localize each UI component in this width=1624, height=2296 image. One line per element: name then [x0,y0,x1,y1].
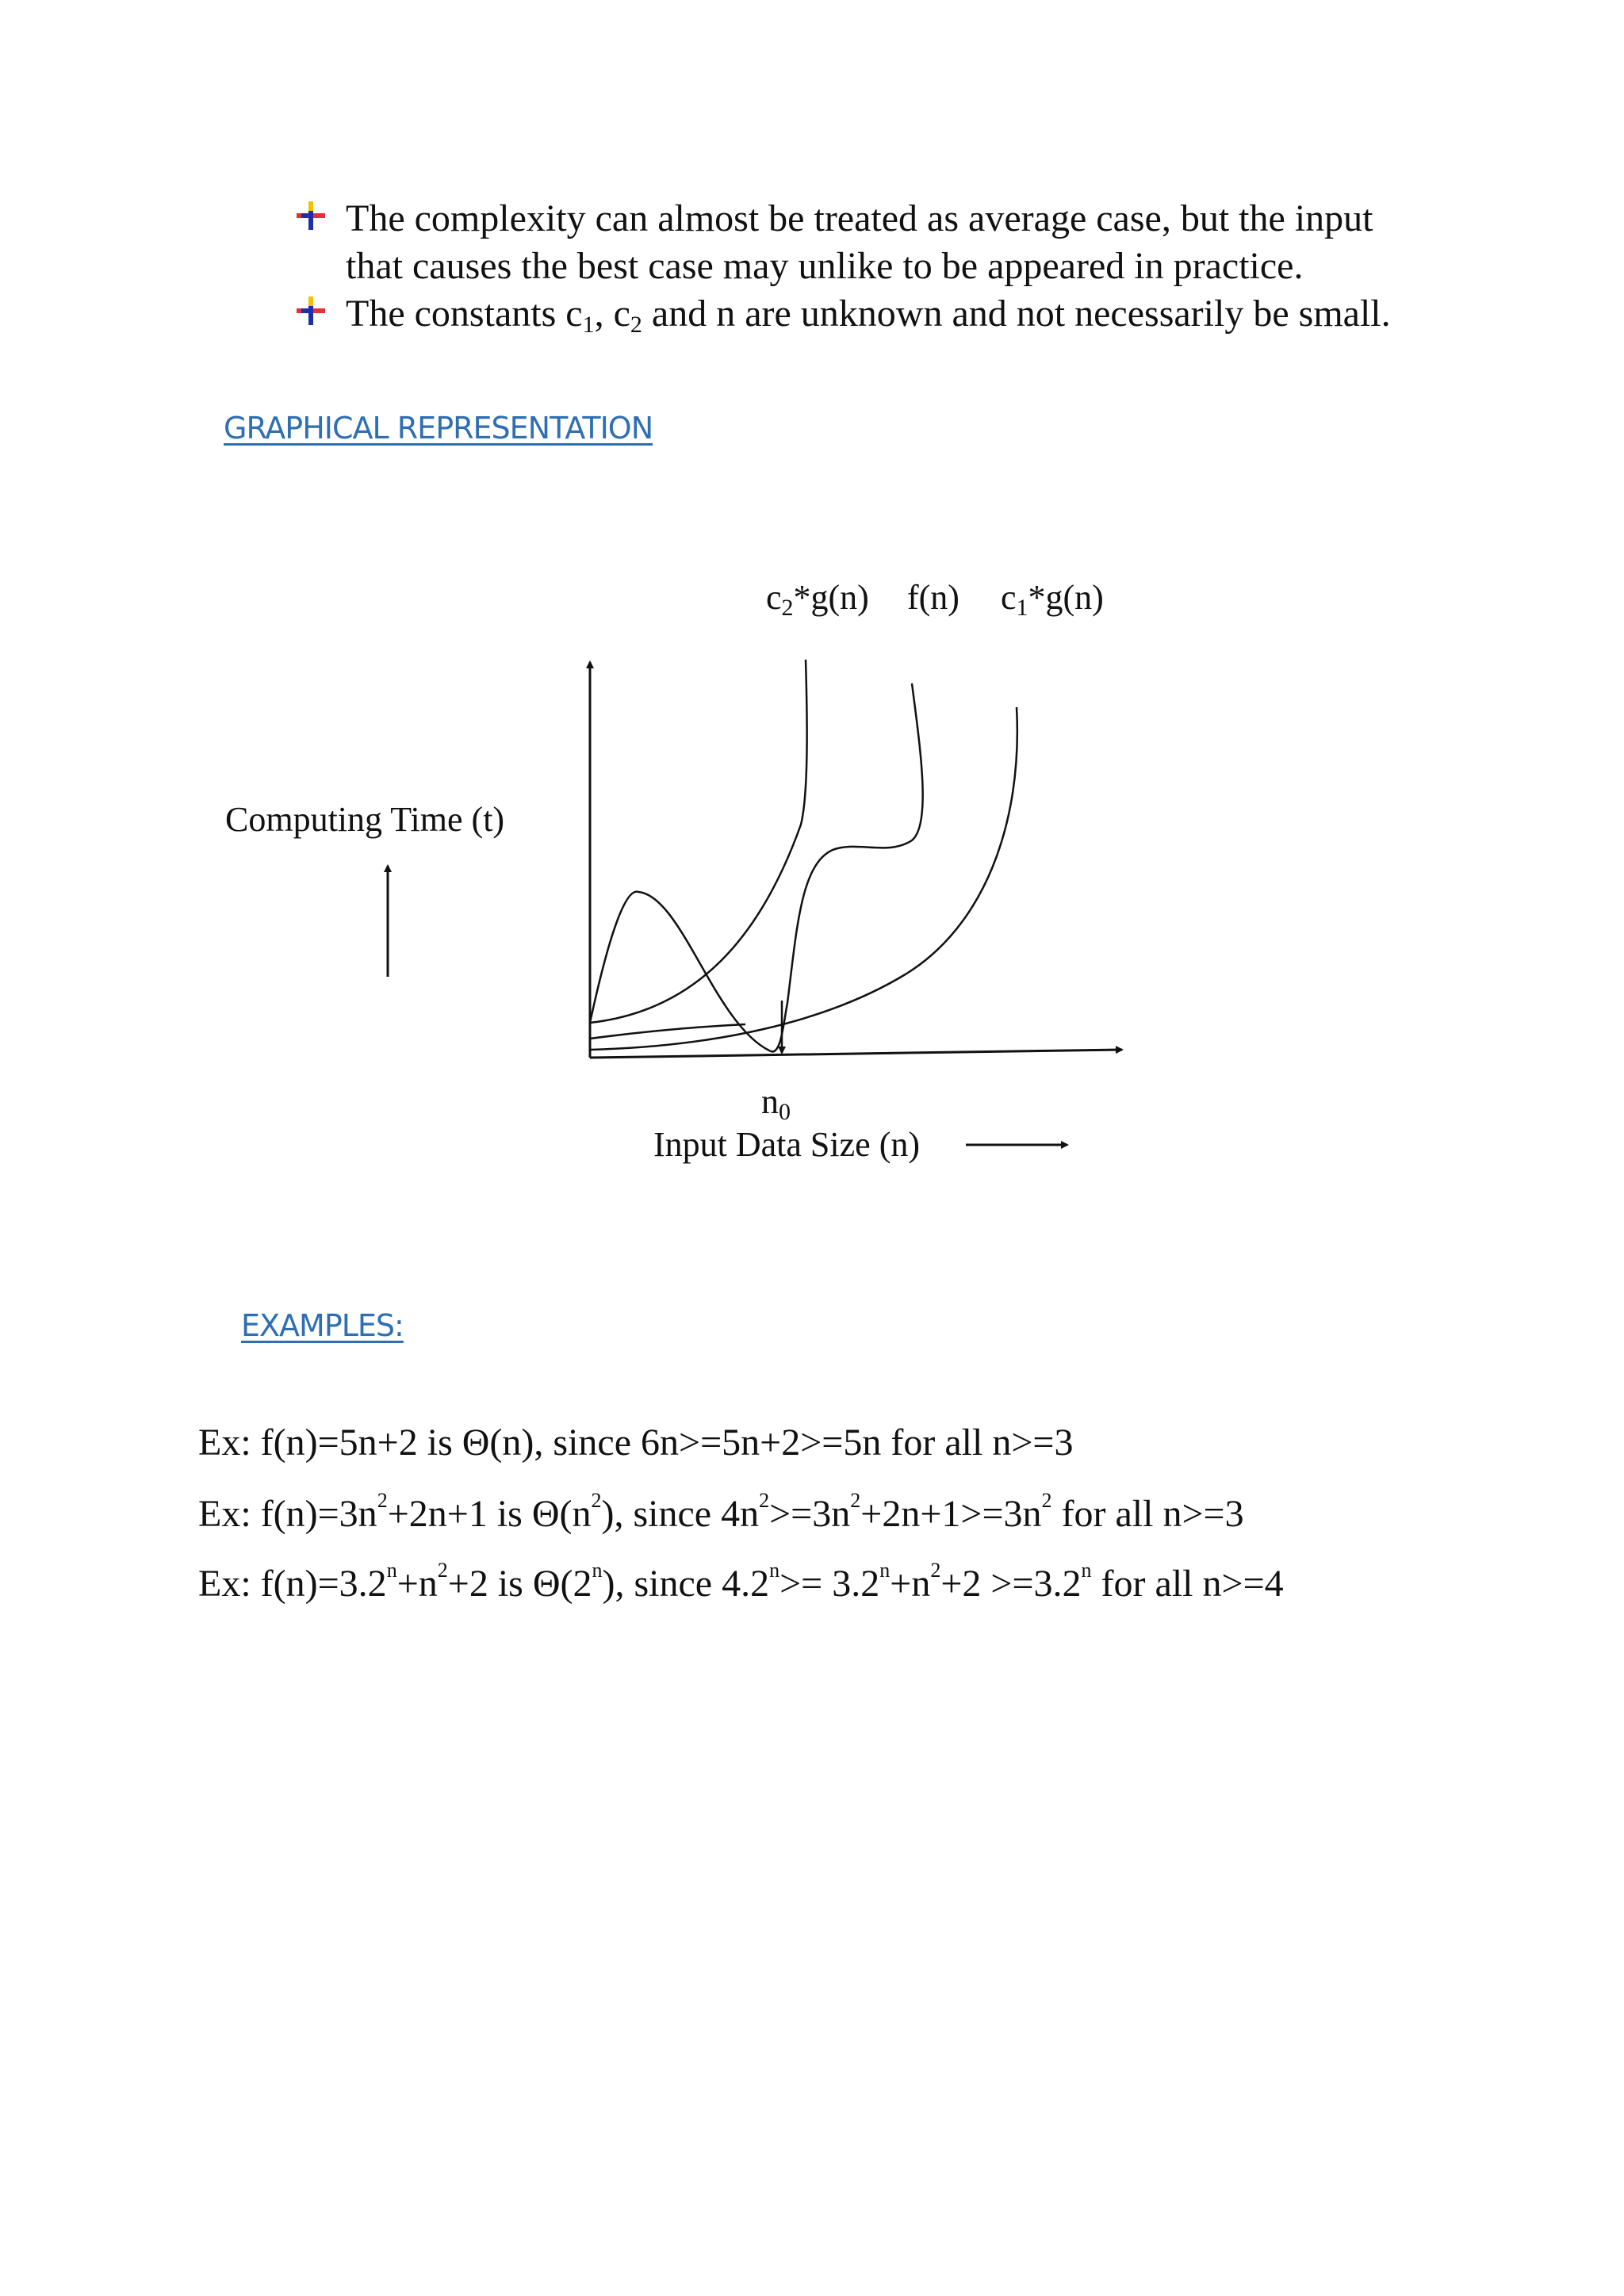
ex2-e: +2n+1>=3n [860,1493,1042,1535]
ex2-sup-5: 2 [1041,1489,1052,1512]
y-axis-label: Computing Time (t) [225,800,505,839]
bullet-2-text-a: The constants c [346,293,583,335]
example-1: Ex: f(n)=5n+2 is Θ(n), since 6n>=5n+2>=5n for all n>=3 [198,1422,1074,1464]
ex3-sup-1: n [386,1559,397,1582]
curve-f [590,683,923,1051]
label-c1-c: c [1001,578,1017,617]
ex3-d: ), since 4.2 [602,1563,770,1605]
ex2-c: ), since 4n [601,1493,760,1535]
ex3-sup-3: n [592,1559,603,1582]
curve-c1-g [590,707,1017,1050]
label-c2-sub: 2 [781,595,794,621]
graph-section-heading: GRAPHICAL REPRESENTATION [224,411,653,446]
label-c2-c: c [766,578,782,617]
ex2-d: >=3n [769,1493,851,1535]
label-c2-rest: *g(n) [793,578,869,617]
bullet-1-line-2: that causes the best case may unlike to be appeared in practice. [346,245,1304,287]
ex2-sup-3: 2 [759,1489,770,1512]
ex3-a: Ex: f(n)=3.2 [198,1563,387,1605]
n0-sub: 0 [779,1099,791,1125]
ex3-e: >= 3.2 [779,1563,880,1605]
ex3-sup-7: n [1081,1559,1092,1582]
ex3-sup-4: n [769,1559,780,1582]
bullet-1-line-1: The complexity can almost be treated as average case, but the input [346,197,1373,239]
ex3-sup-6: 2 [930,1559,941,1582]
label-f-n: f(n) [907,578,959,617]
label-c1-sub: 1 [1016,595,1028,621]
ex2-sup-4: 2 [850,1489,861,1512]
n0-label [761,1081,791,1125]
ex3-sup-5: n [879,1559,891,1582]
ex2-sup-1: 2 [377,1489,388,1512]
curve-c2-g [590,660,807,1023]
ex3-c: +2 is Θ(2 [447,1563,592,1605]
ex3-sup-2: 2 [437,1559,448,1582]
example-3 [198,1559,1284,1605]
ex3-b: +n [396,1563,438,1605]
x-axis-label: Input Data Size (n) [653,1125,920,1164]
ex2-sup-2: 2 [591,1489,602,1512]
ex3-f: +n [890,1563,931,1605]
bullet-2-sub-2: 2 [630,312,642,338]
ex2-f: for all n>=3 [1051,1493,1244,1535]
example-2 [198,1489,1244,1536]
bullet-2-text-c: and n are unknown and not necessarily be small. [642,293,1391,335]
bullet-2-text-b: , c [594,293,630,335]
x-axis [590,1050,1122,1058]
bullet-2-sub-1: 1 [582,312,595,338]
ex2-b: +2n+1 is Θ(n [387,1493,592,1535]
examples-heading: EXAMPLES: [241,1308,404,1343]
n0-n: n [761,1082,779,1121]
ex2-a: Ex: f(n)=3n [198,1493,377,1535]
ex3-g: +2 >=3.2 [940,1563,1082,1605]
ex3-h: for all n>=4 [1091,1563,1284,1605]
label-c1-rest: *g(n) [1028,578,1104,617]
